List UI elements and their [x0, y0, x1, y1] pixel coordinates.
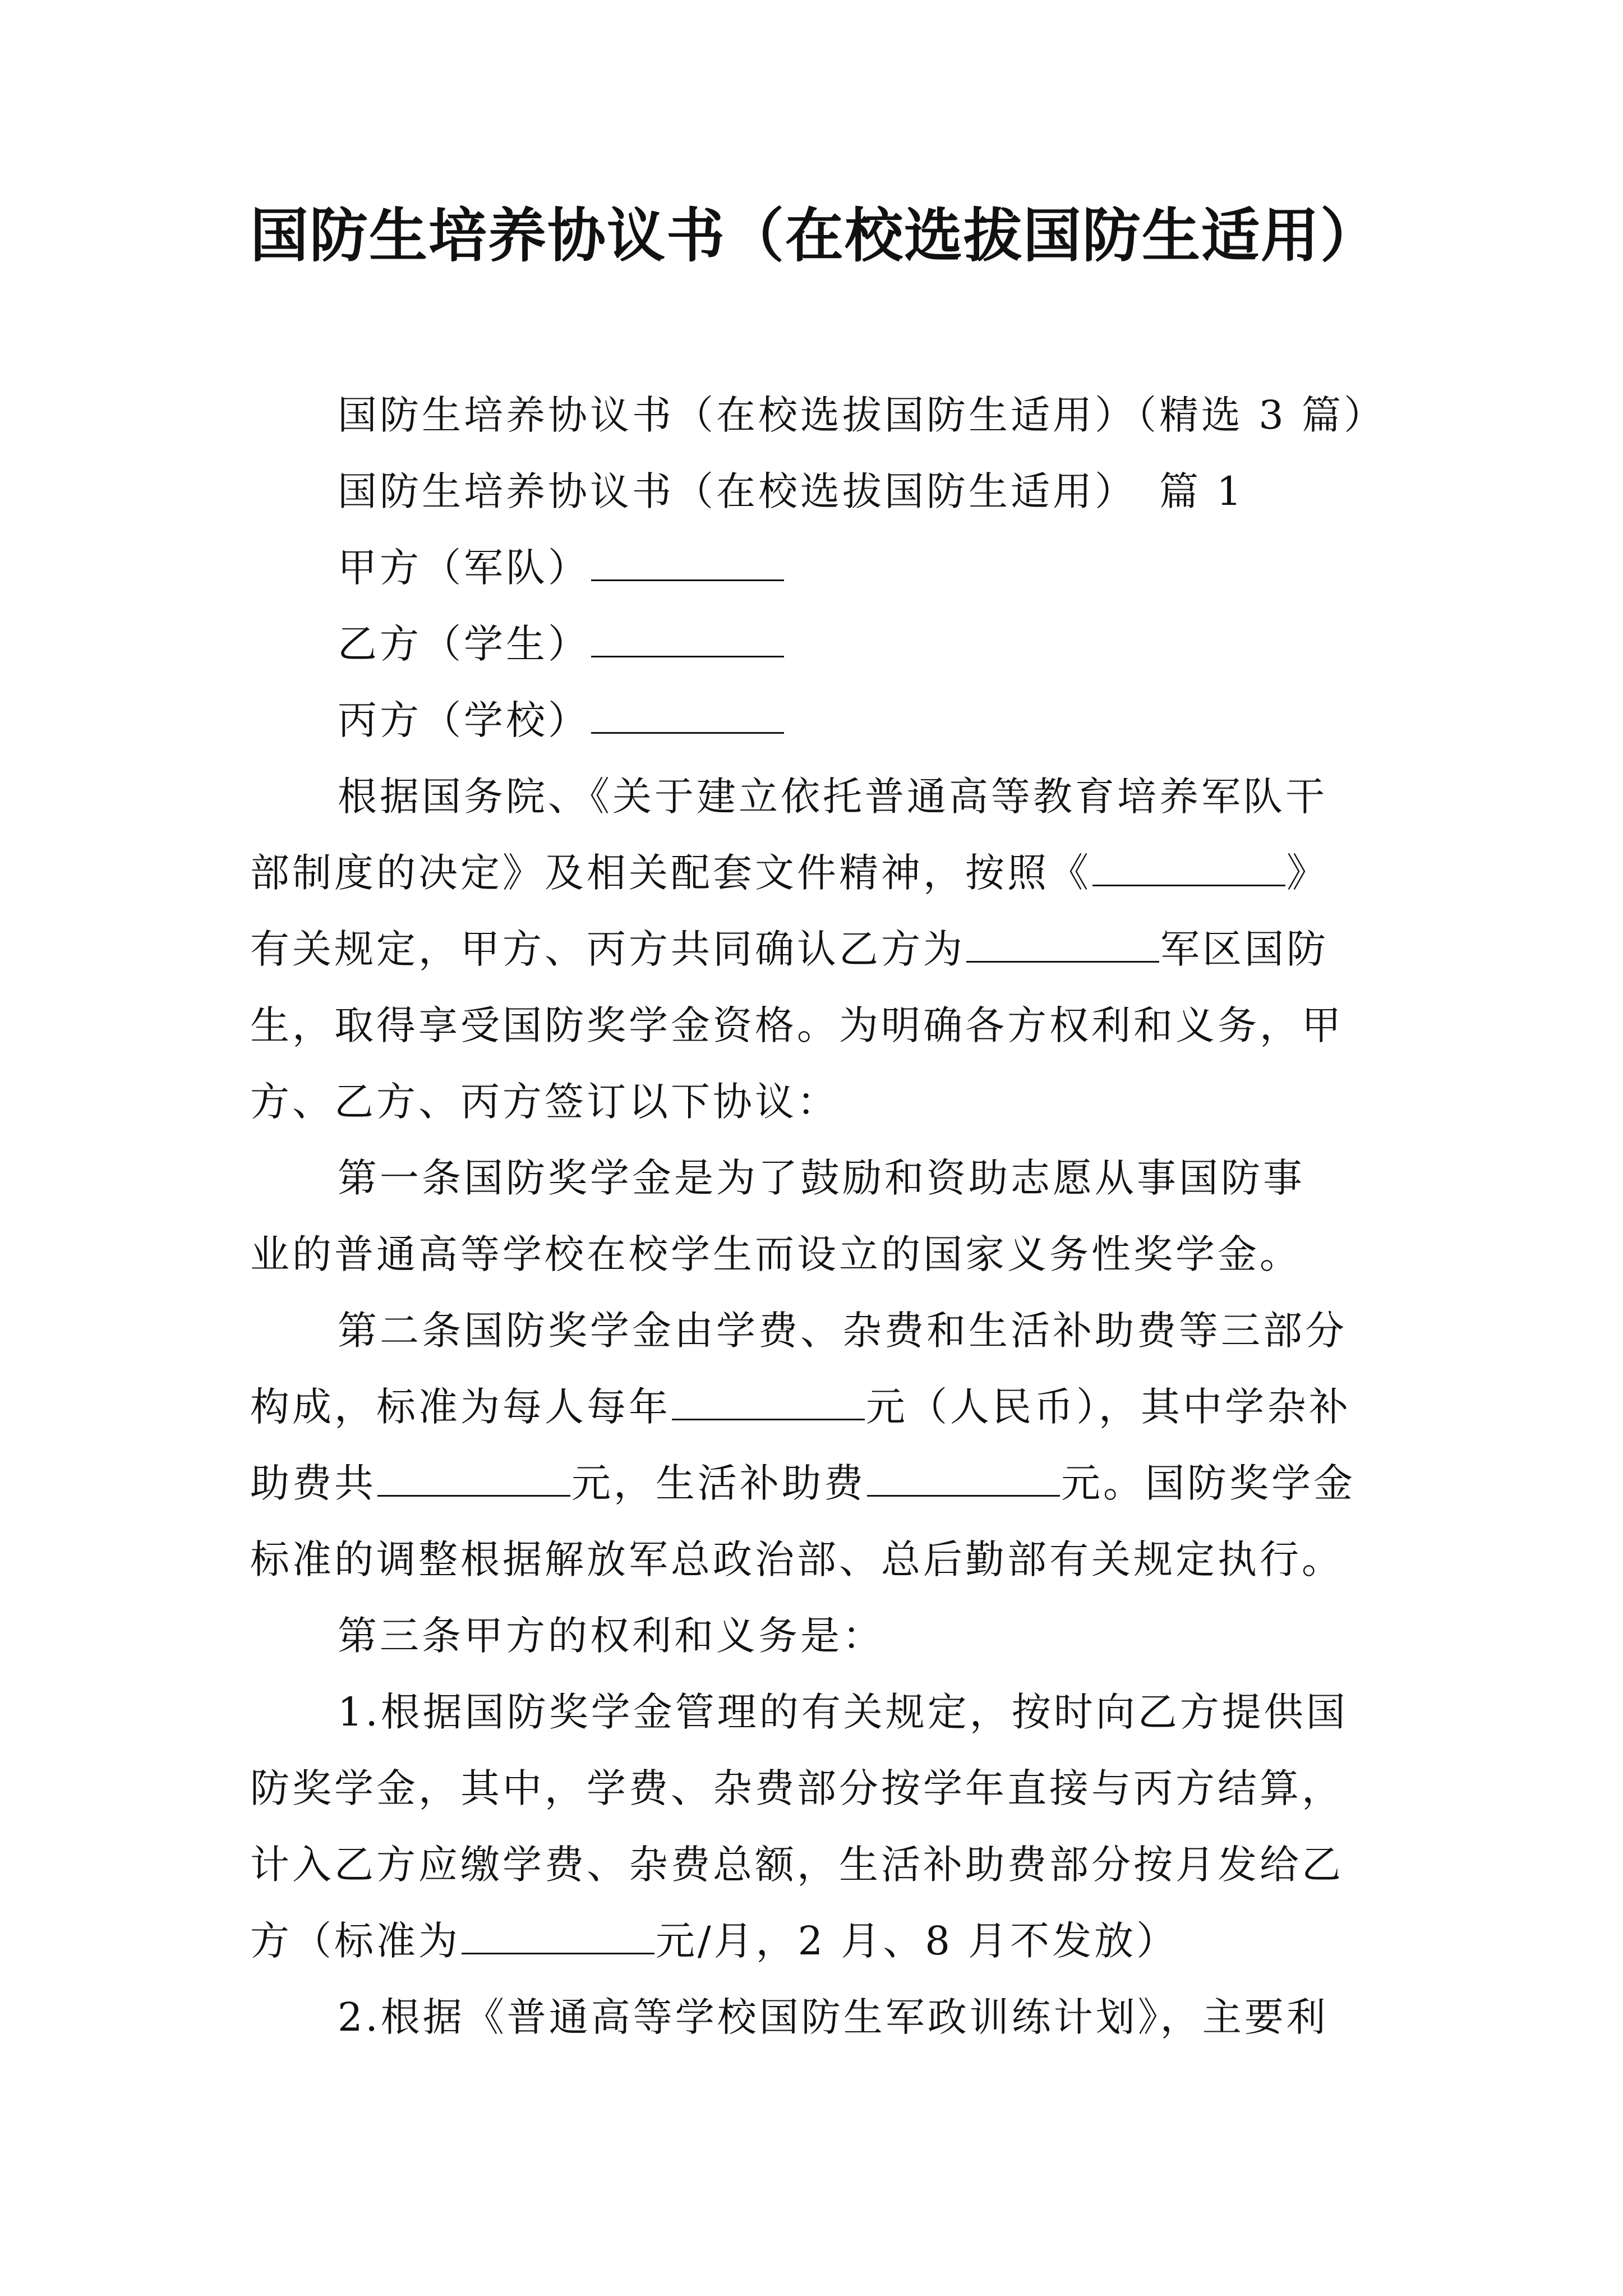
- text-line: [250, 1750, 1383, 1826]
- text-line: [250, 1292, 1383, 1369]
- fill-in-blank: [591, 692, 784, 734]
- line-text: 丙方（学校）: [338, 697, 590, 743]
- line-text: 部制度的决定》及相关配套文件精神，按照《: [250, 850, 1091, 896]
- line-text: 业的普通高等学校在校学生而设立的国家义务性奖学金。: [250, 1231, 1302, 1277]
- line-text: 国防生培养协议书（在校选拔国防生适用）（精选 3 篇）: [338, 392, 1386, 438]
- text-line: [250, 758, 1383, 835]
- text-line: [250, 1140, 1383, 1216]
- line-text: 标准的调整根据解放军总政治部、总后勤部有关规定执行。: [250, 1536, 1344, 1582]
- text-line: [250, 1598, 1383, 1674]
- line-text: 乙方（学生）: [338, 621, 590, 667]
- line-text: 方、乙方、丙方签订以下协议：: [250, 1079, 839, 1125]
- text-line: [250, 682, 1383, 758]
- line-text: 第一条国防奖学金是为了鼓励和资助志愿从事国防事: [338, 1155, 1305, 1201]
- text-line: [250, 1369, 1383, 1445]
- fill-in-blank: [966, 921, 1159, 963]
- line-text: 元/月，2 月、8 月不发放）: [656, 1918, 1179, 1964]
- text-line: [250, 606, 1383, 682]
- line-text: 方（标准为: [250, 1918, 460, 1964]
- line-text: 军区国防: [1160, 926, 1329, 972]
- line-text: 第二条国防奖学金由学费、杂费和生活补助费等三部分: [338, 1308, 1347, 1354]
- text-line: [250, 835, 1383, 911]
- fill-in-blank: [462, 1912, 654, 1954]
- fill-in-blank: [1092, 844, 1285, 886]
- text-line: [250, 453, 1383, 530]
- fill-in-blank: [867, 1455, 1060, 1497]
- text-line: [250, 1903, 1383, 1979]
- fill-in-blank: [672, 1378, 865, 1420]
- fill-in-blank: [591, 615, 784, 657]
- line-text: 元（人民币），其中学杂补: [866, 1384, 1351, 1430]
- line-text: 根据国务院、《关于建立依托普通高等教育培养军队干: [338, 774, 1327, 820]
- line-text: 元，生活补助费: [571, 1460, 866, 1506]
- document-title: 国防生培养协议书（在校选拔国防生适用）: [250, 201, 1380, 270]
- text-line: [250, 1979, 1383, 2055]
- fill-in-blank: [591, 539, 784, 581]
- document-body: [250, 377, 1386, 2055]
- text-line: [250, 1521, 1383, 1598]
- line-text: 有关规定，甲方、丙方共同确认乙方为: [250, 926, 965, 972]
- text-line: [250, 987, 1383, 1064]
- text-line: [250, 377, 1386, 453]
- line-text: 助费共: [250, 1460, 376, 1506]
- text-line: [250, 1216, 1383, 1292]
- line-text: 计入乙方应缴学费、杂费总额，生活补助费部分按月发给乙: [250, 1842, 1344, 1888]
- text-line: [250, 1445, 1383, 1521]
- line-text: 1.根据国防奖学金管理的有关规定，按时向乙方提供国: [338, 1689, 1348, 1735]
- line-text: 生，取得享受国防奖学金资格。为明确各方权利和义务，甲: [250, 1002, 1344, 1048]
- line-text: 元。国防奖学金: [1061, 1460, 1355, 1506]
- line-text: 第三条甲方的权利和义务是：: [338, 1613, 884, 1659]
- text-line: [250, 530, 1383, 606]
- text-line: [250, 911, 1383, 987]
- text-line: [250, 1674, 1383, 1750]
- line-text: 国防生培养协议书（在校选拔国防生适用） 篇 1: [338, 468, 1244, 514]
- line-text: 防奖学金，其中，学费、杂费部分按学年直接与丙方结算，: [250, 1765, 1344, 1811]
- line-text: 2.根据《普通高等学校国防生军政训练计划》，主要利: [338, 1994, 1329, 2040]
- text-line: [250, 1826, 1383, 1903]
- text-line: [250, 1064, 1383, 1140]
- line-text: 》: [1287, 850, 1329, 896]
- line-text: 构成，标准为每人每年: [250, 1384, 671, 1430]
- fill-in-blank: [377, 1455, 570, 1497]
- line-text: 甲方（军队）: [338, 545, 590, 591]
